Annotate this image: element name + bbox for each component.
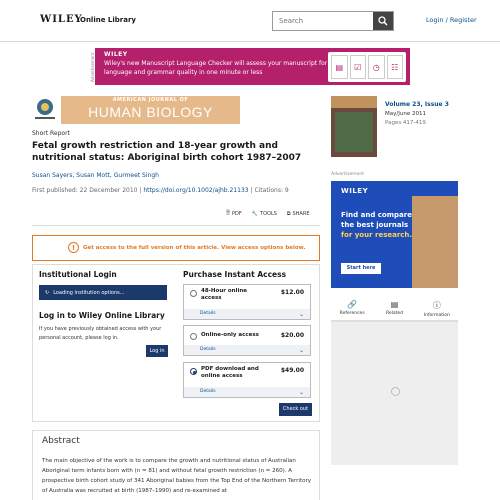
share-icon: ⧉ bbox=[286, 211, 291, 217]
share-button[interactable] bbox=[287, 210, 310, 218]
access-notice-text: Get access to the full version of this article. bbox=[83, 245, 220, 251]
purchase-title: Purchase Instant Access bbox=[183, 270, 287, 279]
loading-spinner-icon bbox=[391, 387, 400, 396]
article-title: Fetal growth restriction and 18-year growth and nutritional status: Aboriginal birth cohort 1987–2007 bbox=[32, 141, 302, 163]
search-input[interactable] bbox=[273, 12, 373, 30]
document-icon: ▤ bbox=[331, 55, 348, 79]
pdf-button[interactable] bbox=[226, 210, 242, 218]
issue-pages: Pages 417-419 bbox=[385, 120, 426, 126]
purchase-option-48-hour[interactable] bbox=[183, 284, 311, 320]
ad-text: Wiley's new Manuscript Language Checker will assess your manuscript for language and grammar quality in one minute or less bbox=[104, 60, 328, 76]
info-icon: ! bbox=[68, 242, 79, 253]
wol-login-title: Log in to Wiley Online Library bbox=[39, 311, 165, 320]
loading-icon: ↻ bbox=[45, 289, 50, 296]
option-price: $20.00 bbox=[280, 332, 304, 339]
checklist-icon: ☑ bbox=[350, 55, 367, 79]
institution-select[interactable] bbox=[39, 285, 167, 300]
tab-label: References bbox=[339, 311, 365, 316]
wol-login-text: If you have previously obtained access with your personal account, please log in. bbox=[39, 326, 162, 341]
chevron-down-icon: ⌄ bbox=[298, 311, 304, 318]
chevron-down-icon: ⌄ bbox=[298, 347, 304, 354]
option-price: $49.00 bbox=[280, 367, 304, 374]
doi-link[interactable]: https://doi.org/10.1002/ajhb.21133 bbox=[143, 187, 249, 194]
abstract-text: The main objective of the work is to compare the growth and nutritional status of Australian Aboriginal term infants born with (n = 81) and without fetal growth restriction (n = 260). A prospective birth cohort study of 341 Aboriginal babies from the Top End of the Northern Territory of Australia was recruited at birth (1987–1990) and re-examined at bbox=[42, 458, 311, 494]
access-notice bbox=[83, 245, 306, 251]
option-name: Online-only access bbox=[201, 332, 259, 338]
login-register-link[interactable]: Login / Register bbox=[426, 16, 477, 24]
info-icon: ⓘ bbox=[432, 301, 441, 310]
share-label: SHARE bbox=[292, 211, 310, 217]
issue-date: May/June 2011 bbox=[385, 111, 426, 117]
option-name: PDF download and online access bbox=[201, 366, 259, 379]
option-radio[interactable] bbox=[190, 333, 197, 340]
login-button[interactable]: Log in bbox=[146, 345, 168, 357]
option-radio[interactable] bbox=[190, 290, 197, 297]
ad-icon-strip bbox=[328, 52, 406, 82]
citation-count[interactable]: Citations: 9 bbox=[254, 187, 289, 194]
related-icon: ▤ bbox=[390, 300, 399, 309]
ad-wiley-logo: WILEY bbox=[104, 51, 128, 58]
option-name: 48-Hour online access bbox=[201, 288, 247, 301]
pdf-icon: 🗎 bbox=[226, 210, 231, 216]
ad-headline-highlight: for your research. bbox=[341, 231, 413, 239]
option-details-toggle[interactable]: Details bbox=[184, 387, 310, 397]
institutional-login-title: Institutional Login bbox=[39, 270, 117, 279]
option-details-toggle[interactable]: Details bbox=[184, 345, 310, 355]
wrench-icon: 🔧 bbox=[251, 211, 259, 217]
tools-button[interactable] bbox=[252, 210, 277, 218]
society-logo bbox=[32, 96, 58, 122]
first-published-date: 22 December 2010 bbox=[79, 187, 138, 194]
tab-information[interactable] bbox=[416, 300, 458, 320]
clock-icon: ◷ bbox=[368, 55, 385, 79]
chevron-down-icon: ⌄ bbox=[298, 389, 304, 396]
checkout-button[interactable]: Check out bbox=[279, 403, 312, 416]
journal-banner-subtitle: AMERICAN JOURNAL OF bbox=[112, 97, 189, 103]
search-box bbox=[272, 11, 394, 31]
volume-issue-link[interactable]: Volume 23, Issue 3 bbox=[385, 101, 449, 108]
institution-loading-text: Loading institution options... bbox=[53, 289, 125, 296]
cover-header bbox=[331, 96, 377, 108]
online-library-label[interactable]: Online Library bbox=[80, 16, 136, 24]
article-toolbar bbox=[226, 210, 309, 218]
ad-headline bbox=[341, 210, 417, 240]
report-icon: ☷ bbox=[387, 55, 404, 79]
search-icon bbox=[378, 16, 388, 26]
option-price: $12.00 bbox=[280, 289, 304, 296]
sidebar-tabs bbox=[331, 300, 458, 320]
ad-start-button[interactable]: Start here bbox=[341, 263, 381, 274]
journal-cover-image[interactable] bbox=[331, 96, 377, 157]
tab-related[interactable] bbox=[373, 300, 415, 320]
cover-photo bbox=[335, 112, 373, 152]
author-list[interactable]: Susan Sayers, Susan Mott, Gurmeet Singh bbox=[32, 172, 159, 179]
first-published-label: First published: bbox=[32, 187, 78, 194]
journal-banner-title: HUMAN BIOLOGY bbox=[88, 104, 213, 120]
ad-wiley-logo: WILEY bbox=[341, 187, 369, 195]
option-details-toggle[interactable]: Details bbox=[184, 309, 310, 319]
link-icon: 🔗 bbox=[347, 300, 358, 309]
tools-label: TOOLS bbox=[260, 211, 277, 217]
ad-headline-main: Find and compare the best journals bbox=[341, 211, 412, 229]
option-radio-selected[interactable] bbox=[190, 368, 197, 375]
advertisement-label: Advertisement bbox=[90, 52, 95, 82]
wiley-logo[interactable]: WILEY bbox=[40, 14, 83, 25]
advertisement-label: Advertisement bbox=[331, 172, 365, 177]
article-type: Short Report bbox=[32, 130, 70, 137]
publication-info: First published: 22 December 2010 | https://doi.org/10.1002/ajhb.21133 | Citations: 9 bbox=[32, 187, 289, 194]
divider bbox=[32, 225, 320, 226]
tab-references[interactable] bbox=[331, 300, 373, 320]
purchase-option-pdf-and-online[interactable] bbox=[183, 362, 311, 398]
abstract-heading: Abstract bbox=[42, 436, 80, 446]
pdf-label: PDF bbox=[232, 211, 242, 217]
access-options-link[interactable]: View access options below. bbox=[221, 245, 306, 251]
ad-image bbox=[412, 196, 458, 288]
tab-label: Information bbox=[423, 313, 450, 318]
purchase-option-online-only[interactable] bbox=[183, 325, 311, 356]
tab-label: Related bbox=[385, 311, 404, 316]
search-button[interactable] bbox=[373, 12, 393, 30]
